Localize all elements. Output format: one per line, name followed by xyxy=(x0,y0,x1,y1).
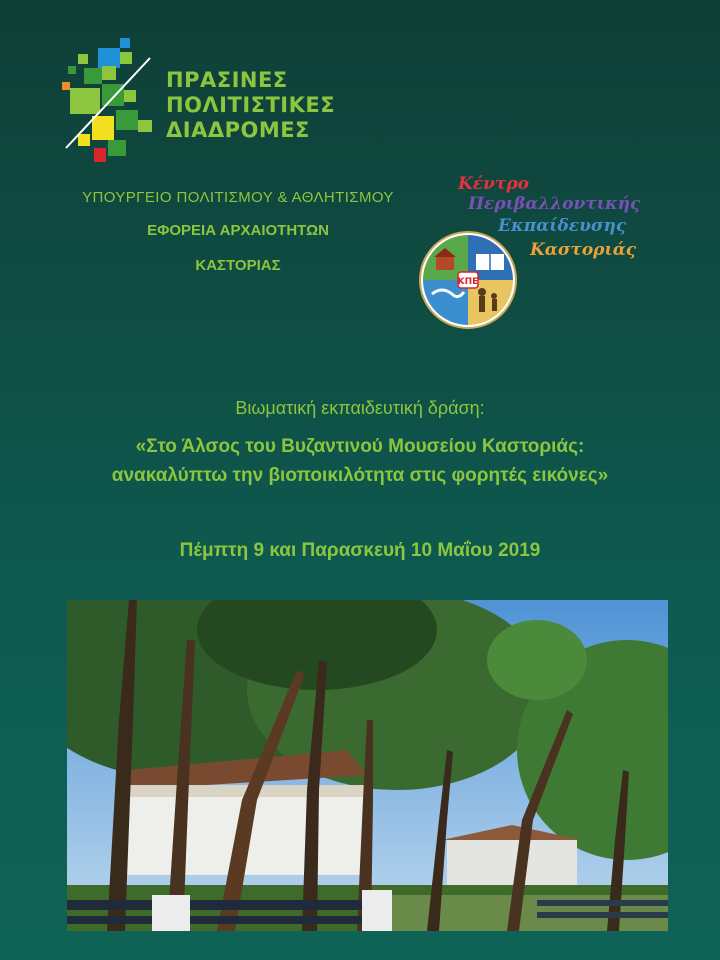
logo-line-1: ΠΡΑΣΙΝΕΣ xyxy=(166,68,288,92)
kpe-wordmark xyxy=(458,174,658,284)
event-title-line-1: «Στο Άλσος του Βυζαντινού Μουσείου Καστοριάς: xyxy=(135,436,585,457)
ephorate-name: ΕΦΟΡΕΙΑ ΑΡΧΑΙΟΤΗΤΩΝ xyxy=(147,222,329,239)
green-cultural-routes-logo-icon xyxy=(58,38,158,168)
kpe-word-2: Περιβαλλοντικής xyxy=(468,194,641,214)
kpe-word-4: Καστοριάς xyxy=(530,240,637,260)
event-dates: Πέμπτη 9 και Παρασκευή 10 Μαΐου 2019 xyxy=(179,540,541,561)
kpe-word-1: Κέντρο xyxy=(458,174,529,194)
logo-line-2: ΠΟΛΙΤΙΣΤΙΚΕΣ xyxy=(166,93,336,117)
ministry-name: ΥΠΟΥΡΓΕΙΟ ΠΟΛΙΤΙΣΜΟΥ & ΑΘΛΗΤΙΣΜΟΥ xyxy=(82,189,394,206)
kpe-word-3: Εκπαίδευσης xyxy=(498,216,627,236)
event-title xyxy=(40,432,680,490)
kpe-emblem-label: ΚΠΕ xyxy=(457,277,479,287)
event-title-line-2: ανακαλύπτω την βιοποικιλότητα στις φορητές εικόνες» xyxy=(111,465,609,486)
region-name: ΚΑΣΤΟΡΙΑΣ xyxy=(195,257,281,274)
logo-wordmark xyxy=(166,68,366,143)
event-subtitle: Βιωματική εκπαιδευτική δράση: xyxy=(235,398,485,418)
museum-grove-photo xyxy=(67,600,668,931)
logo-line-3: ΔΙΑΔΡΟΜΕΣ xyxy=(166,118,310,142)
pine-grove-illustration xyxy=(67,600,668,931)
